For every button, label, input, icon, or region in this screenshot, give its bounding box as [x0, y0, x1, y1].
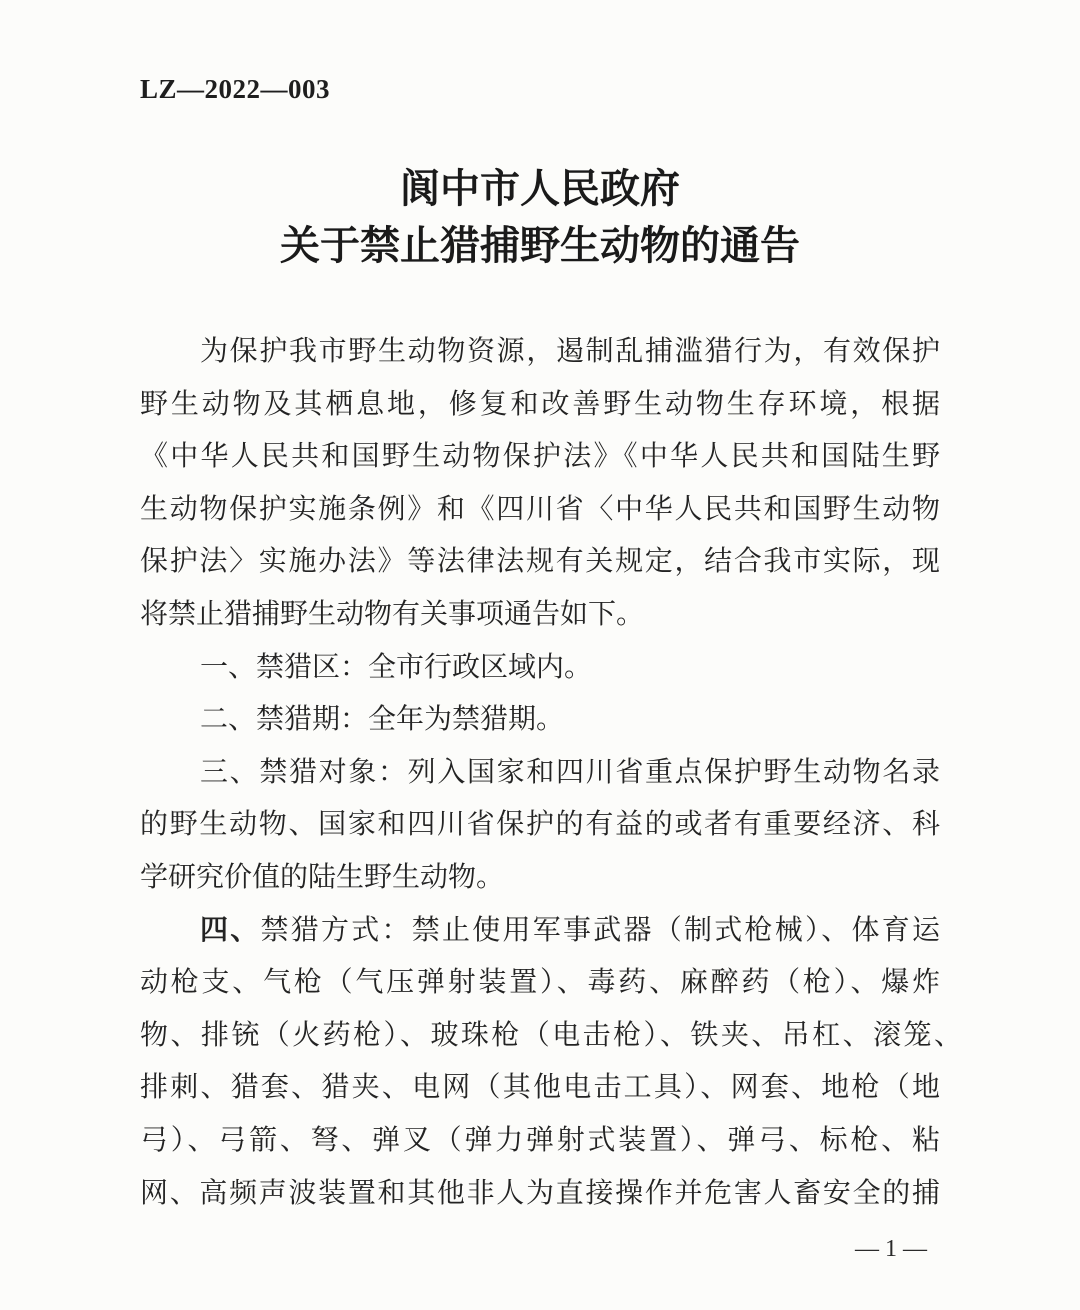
- item-prohibited-methods-line: 弓）、弓箭、弩、弹叉（弹力弹射式装置）、弹弓、标枪、粘: [140, 1124, 940, 1156]
- document-number: LZ—2022—003: [140, 74, 331, 104]
- preamble-line: 为保护我市野生动物资源，遏制乱捕滥猎行为，有效保护: [200, 336, 940, 367]
- item-prohibited-methods-line: 网、高频声波装置和其他非人为直接操作并危害人畜安全的捕: [140, 1177, 940, 1209]
- item-prohibited-methods-line: [200, 905, 940, 958]
- item-prohibited-methods-text: 禁猎方式：禁止使用军事武器（制式枪械）、体育运: [260, 914, 940, 946]
- title-subject: 关于禁止猎捕野生动物的通告: [280, 223, 800, 268]
- item-prohibited-methods-line: 物、排铳（火药枪）、玻珠枪（电击枪）、铁夹、吊杠、滚笼、: [140, 1019, 962, 1051]
- item-prohibited-methods-line: 动枪支、气枪（气压弹射装置）、毒药、麻醉药（枪）、爆炸: [140, 967, 940, 999]
- item-protected-species-line: 的野生动物、国家和四川省保护的有益的或者有重要经济、科: [140, 809, 940, 841]
- preamble-line: 《中华人民共和国野生动物保护法》《中华人民共和国陆生野: [140, 441, 940, 473]
- page-number: — 1 —: [855, 1236, 927, 1262]
- preamble-line: 将禁止猎捕野生动物有关事项通告如下。: [140, 598, 645, 630]
- preamble-line: 野生动物及其栖息地，修复和改善野生动物生存环境，根据: [140, 388, 940, 420]
- item-hunting-period: 二、禁猎期：全年为禁猎期。: [200, 704, 565, 736]
- item-prohibited-methods-line: 排刺、猎套、猎夹、电网（其他电击工具）、网套、地枪（地: [140, 1072, 940, 1104]
- item-protected-species-line: 学研究价值的陆生野生动物。: [140, 861, 505, 893]
- preamble-line: 生动物保护实施条例》和《四川省〈中华人民共和国野生动物: [140, 493, 940, 525]
- item-protected-species-line: 三、禁猎对象：列入国家和四川省重点保护野生动物名录: [200, 756, 940, 788]
- notice-body: [140, 326, 962, 1220]
- title-issuer: 阆中市人民政府: [400, 166, 680, 211]
- item-hunting-zone: 一、禁猎区：全市行政区域内。: [200, 651, 593, 683]
- preamble-line: 保护法〉实施办法》等法律法规有关规定，结合我市实际，现: [140, 546, 940, 578]
- item-number-label: 四、: [200, 914, 261, 946]
